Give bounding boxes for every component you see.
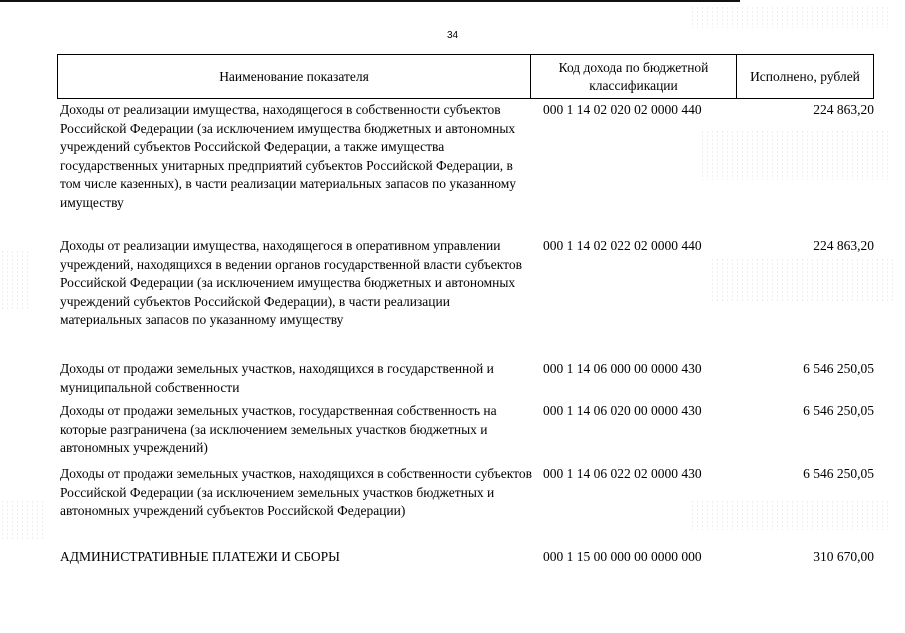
row-name: Доходы от реализации имущества, находящегося в собственности субъектов Российской Федерации (за исключением имущества бюджетных и автономных учреждений субъектов Российской Федерации, а также имущества государственных унитарных предприятий субъектов Российской Федерации, в том числе казенных), в части реализации материальных запасов по указанному имуществу bbox=[60, 102, 517, 210]
row-amount: 6 546 250,05 bbox=[803, 361, 874, 376]
scan-noise bbox=[0, 250, 30, 310]
row-name: Доходы от продажи земельных участков, находящихся в государственной и муниципальной собственности bbox=[60, 361, 494, 395]
row-name: Доходы от продажи земельных участков, находящихся в собственности субъектов Российской Федерации (за исключением земельных участков бюджетных и автономных учреждений субъектов Российской Федерации) bbox=[60, 466, 532, 519]
top-border-line bbox=[0, 0, 740, 2]
row-name: АДМИНИСТРАТИВНЫЕ ПЛАТЕЖИ И СБОРЫ bbox=[60, 549, 340, 564]
header-code: Код дохода по бюджетной классификации bbox=[531, 55, 737, 98]
header-name: Наименование показателя bbox=[58, 55, 531, 98]
scan-noise bbox=[710, 258, 895, 303]
row-code: 000 1 14 02 020 02 0000 440 bbox=[543, 102, 702, 117]
row-name: Доходы от реализации имущества, находящегося в оперативном управлении учреждений, находящихся в ведении органов государственной власти субъектов Российской Федерации (за исключением имущества бюджетных и автономных учреждений субъектов Российской Федерации), в части реализации материальных запасов по указанному имуществу bbox=[60, 238, 522, 328]
scan-noise bbox=[700, 130, 890, 180]
header-executed: Исполнено, рублей bbox=[750, 68, 860, 84]
row-code: 000 1 14 06 022 02 0000 430 bbox=[543, 466, 702, 481]
row-name: Доходы от продажи земельных участков, государственная собственность на которые разграничена (за исключением земельных участков бюджетных и автономных учреждений) bbox=[60, 403, 497, 456]
scan-noise bbox=[690, 6, 890, 28]
row-code: 000 1 14 06 020 00 0000 430 bbox=[543, 403, 702, 418]
scan-noise bbox=[0, 500, 45, 540]
page-number: 34 bbox=[446, 30, 459, 41]
row-amount: 310 670,00 bbox=[813, 549, 874, 564]
row-amount: 224 863,20 bbox=[813, 102, 874, 117]
row-amount: 224 863,20 bbox=[813, 238, 874, 253]
row-code: 000 1 14 06 000 00 0000 430 bbox=[543, 361, 702, 376]
row-code: 000 1 15 00 000 00 0000 000 bbox=[543, 549, 702, 564]
table-header bbox=[57, 54, 874, 99]
row-amount: 6 546 250,05 bbox=[803, 466, 874, 481]
row-code: 000 1 14 02 022 02 0000 440 bbox=[543, 238, 702, 253]
scan-noise bbox=[690, 500, 890, 530]
row-amount: 6 546 250,05 bbox=[803, 403, 874, 418]
